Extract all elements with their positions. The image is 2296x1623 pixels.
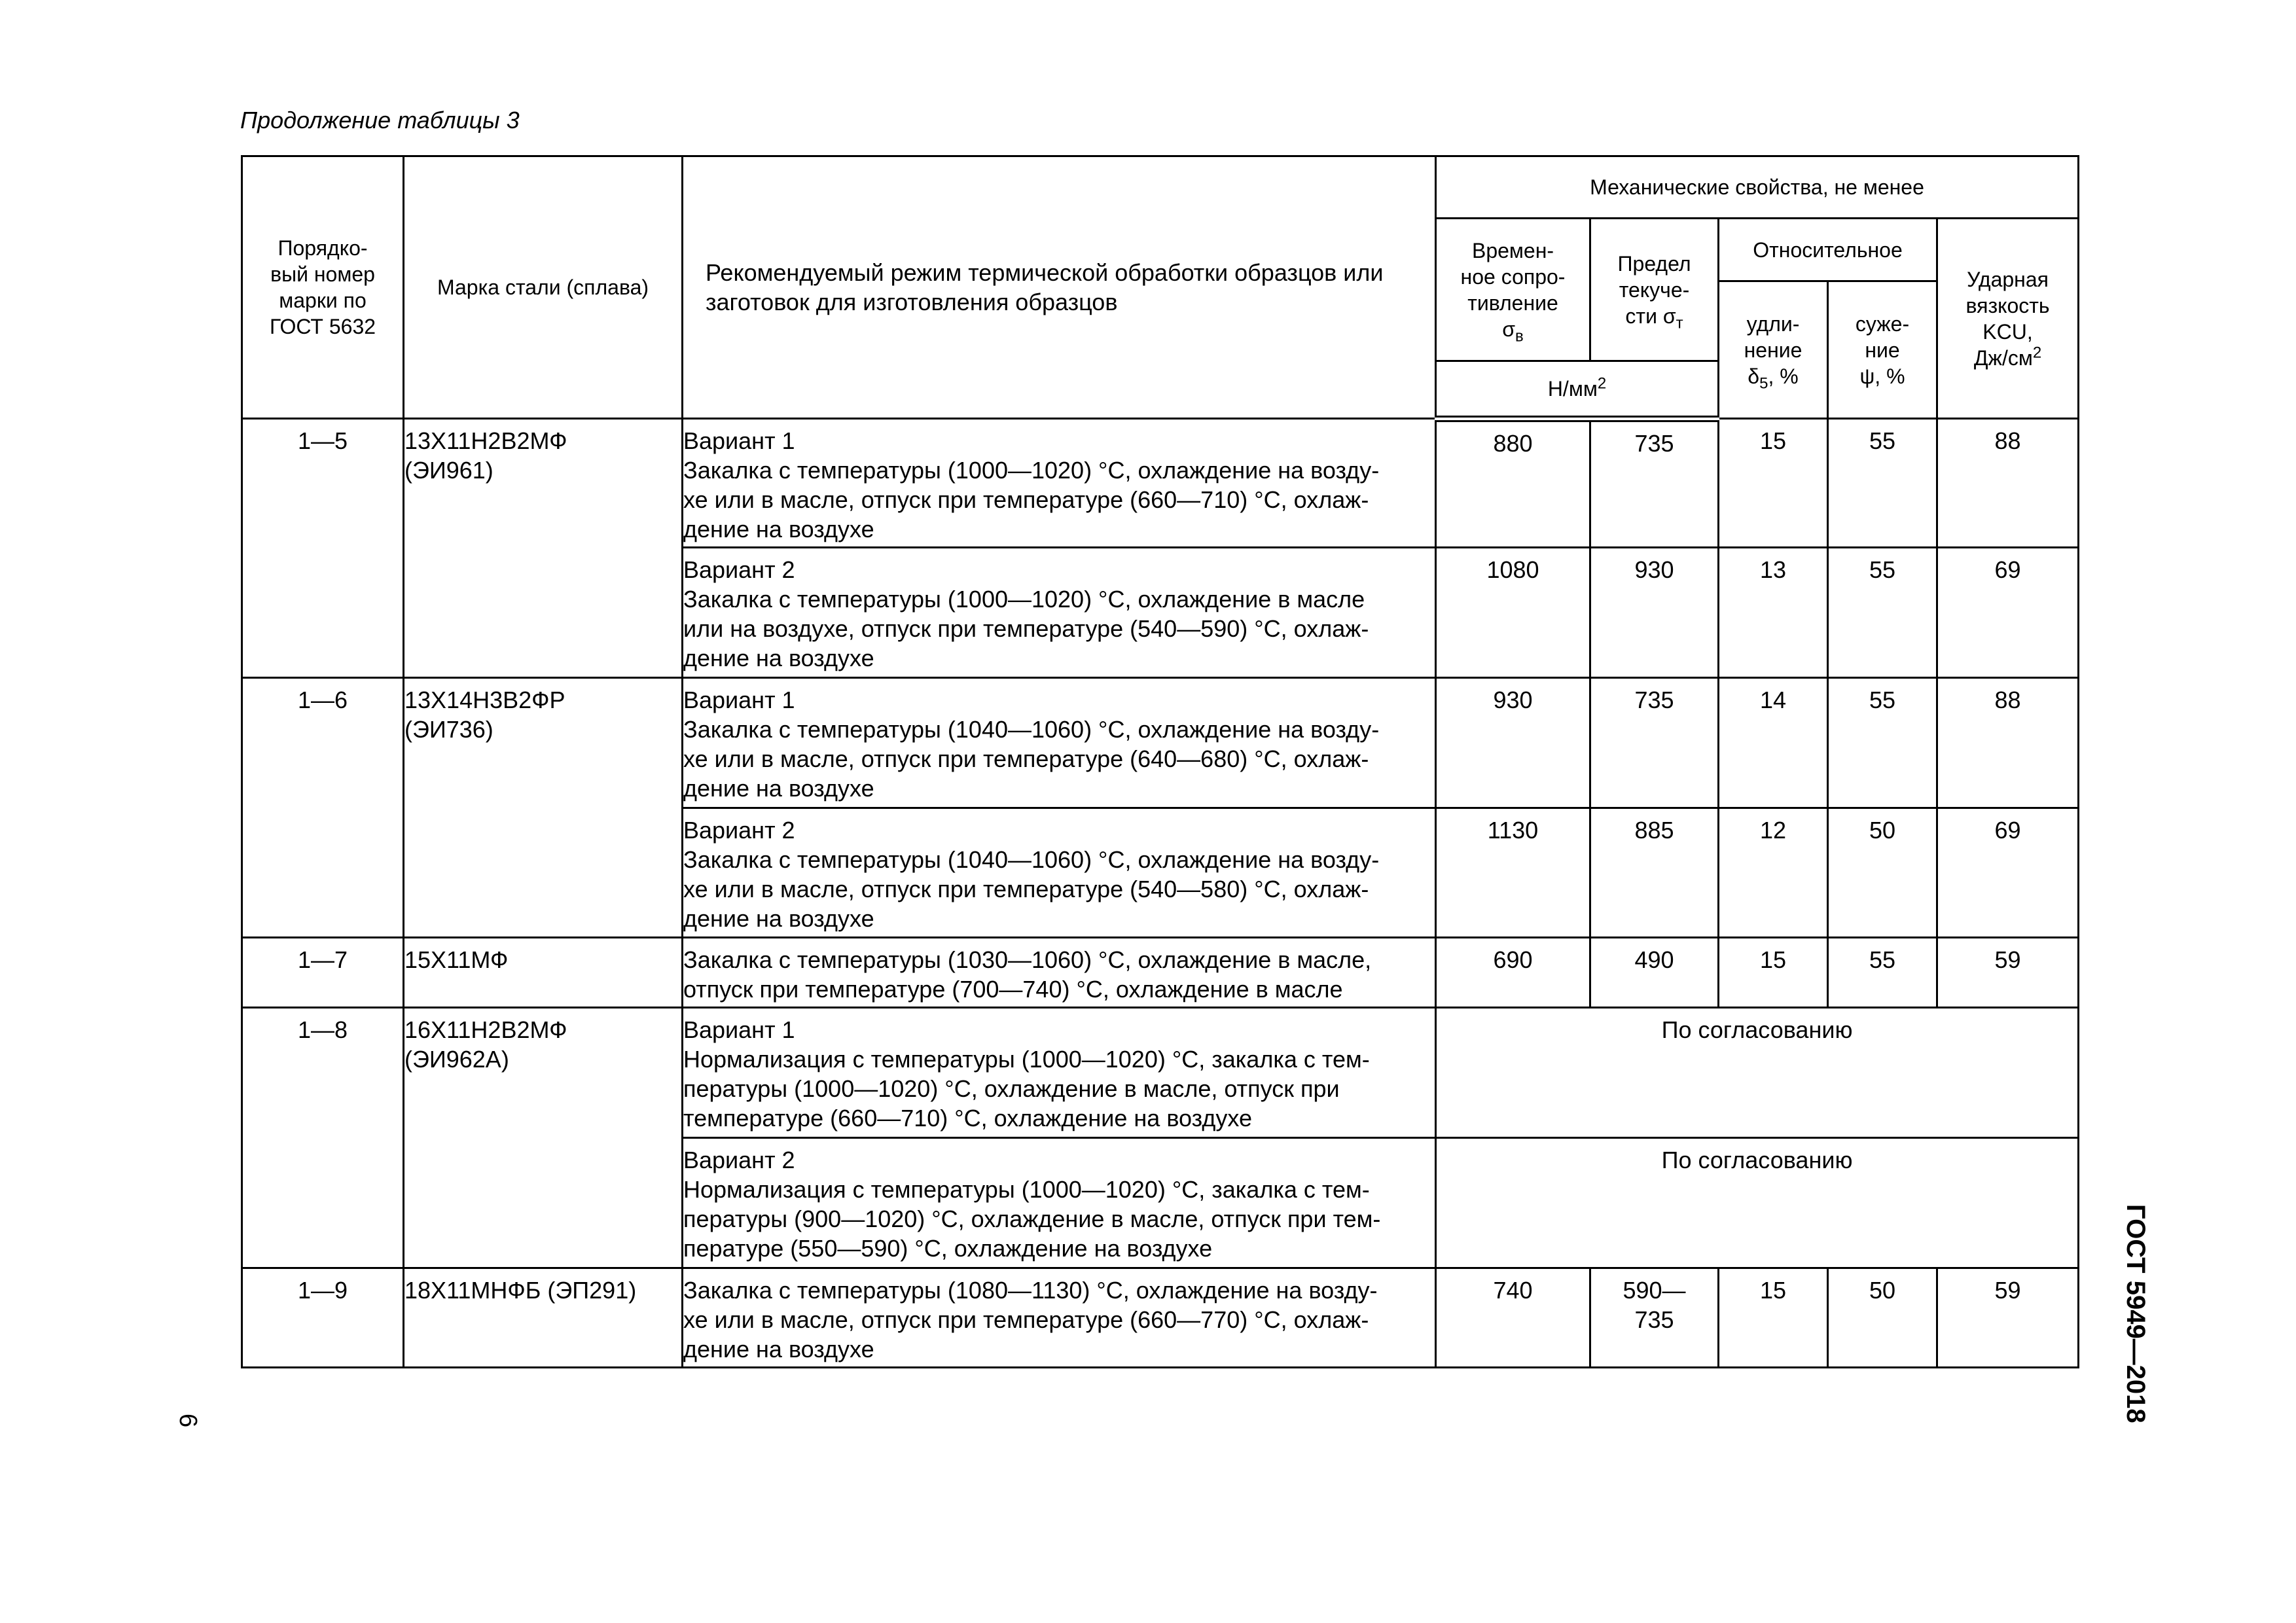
treatment-line: отпуск при температуре (700—740) °С, охлаждение в масле — [683, 976, 1343, 1003]
yield-symbol: σ — [1662, 304, 1676, 328]
header-number: Порядко- вый номер марки по ГОСТ 5632 — [242, 156, 404, 419]
grade-name: 15Х11МФ — [404, 938, 683, 1008]
properties-by-agreement: По согласованию — [1436, 1008, 2079, 1138]
table-row — [242, 419, 2079, 548]
narrowing-value: 50 — [1828, 1268, 1937, 1368]
yield-value: 590— 735 — [1590, 1268, 1719, 1368]
treatment-line: Закалка с температуры (1080—1130) °С, охлаждение на возду- — [683, 1277, 1378, 1304]
elongation-value: 14 — [1719, 678, 1828, 808]
variant-label: Вариант 1 — [683, 1016, 795, 1043]
header-impact-toughness — [1937, 219, 2079, 419]
yield-value: 885 — [1590, 808, 1719, 938]
yield-label: Предел текуче- сти — [1617, 251, 1691, 328]
page-number: 6 — [174, 1414, 202, 1428]
table-row — [242, 938, 2079, 1008]
narrowing-value: 55 — [1828, 419, 1937, 548]
header-relative: Относительное — [1719, 219, 1937, 281]
header-yield-strength — [1590, 219, 1719, 361]
variant-label: Вариант 2 — [683, 817, 795, 844]
elongation-unit: , % — [1768, 364, 1799, 388]
grade-number: 1—9 — [242, 1268, 404, 1368]
header-elongation — [1719, 281, 1828, 419]
treatment-line: Закалка с температуры (1040—1060) °С, охлаждение на возду- — [683, 716, 1380, 743]
treatment-line: Закалка с температуры (1000—1020) °С, охлаждение на возду- — [683, 457, 1380, 484]
treatment-cell — [683, 548, 1436, 678]
document-designation: ГОСТ 5949—2018 — [2121, 1204, 2150, 1423]
treatment-line: или на воздухе, отпуск при температуре (540—590) °С, охлаж- — [683, 615, 1369, 642]
tensile-value: 880 — [1436, 419, 1590, 548]
impact-value: 59 — [1937, 938, 2079, 1008]
grade-name: 13Х11Н2В2МФ (ЭИ961) — [404, 419, 683, 678]
grade-name: 13Х14Н3В2ФР (ЭИ736) — [404, 678, 683, 938]
treatment-line: хе или в масле, отпуск при температуре (640—680) °С, охлаж- — [683, 745, 1369, 772]
tensile-subscript: в — [1515, 327, 1524, 345]
impact-value: 69 — [1937, 808, 2079, 938]
treatment-line: пературе (550—590) °С, охлаждение на воздухе — [683, 1235, 1213, 1262]
tensile-value: 1130 — [1436, 808, 1590, 938]
treatment-line: хе или в масле, отпуск при температуре (660—710) °С, охлаж- — [683, 486, 1369, 513]
table-caption: Продолжение таблицы 3 — [240, 107, 520, 134]
treatment-cell — [683, 1268, 1436, 1368]
table-header — [242, 156, 2079, 419]
table-row — [242, 678, 2079, 808]
grade-number: 1—5 — [242, 419, 404, 678]
elongation-value: 15 — [1719, 419, 1828, 548]
tensile-value: 740 — [1436, 1268, 1590, 1368]
treatment-line: дение на воздухе — [683, 905, 874, 932]
tensile-value: 1080 — [1436, 548, 1590, 678]
grade-number: 1—6 — [242, 678, 404, 938]
impact-value: 59 — [1937, 1268, 2079, 1368]
yield-subscript: т — [1676, 313, 1683, 332]
tensile-label: Времен- ное сопро- тивление — [1460, 238, 1566, 315]
treatment-line: температуре (660—710) °С, охлаждение на воздухе — [683, 1105, 1253, 1132]
treatment-line: дение на воздухе — [683, 516, 874, 543]
narrowing-value: 55 — [1828, 938, 1937, 1008]
header-stress-unit — [1436, 361, 1719, 419]
yield-value: 735 — [1590, 678, 1719, 808]
treatment-cell — [683, 419, 1436, 548]
elongation-value: 13 — [1719, 548, 1828, 678]
header-mode: Рекомендуемый режим термической обработки образцов или заготовок для изготовления образцов — [683, 156, 1436, 419]
grade-number: 1—7 — [242, 938, 404, 1008]
treatment-line: дение на воздухе — [683, 1336, 874, 1363]
table-row — [242, 1008, 2079, 1138]
treatment-line: пературы (1000—1020) °С, охлаждение в масле, отпуск при — [683, 1075, 1340, 1102]
treatment-cell — [683, 1138, 1436, 1268]
treatment-line: дение на воздухе — [683, 775, 874, 802]
properties-by-agreement: По согласованию — [1436, 1138, 2079, 1268]
elongation-value: 12 — [1719, 808, 1828, 938]
impact-value: 69 — [1937, 548, 2079, 678]
variant-label: Вариант 2 — [683, 556, 795, 583]
narrowing-value: 50 — [1828, 808, 1937, 938]
grade-name: 18Х11МНФБ (ЭП291) — [404, 1268, 683, 1368]
treatment-line: дение на воздухе — [683, 645, 874, 671]
treatment-cell — [683, 938, 1436, 1008]
steel-properties-table — [241, 155, 2079, 1368]
narrowing-value: 55 — [1828, 678, 1937, 808]
treatment-line: Нормализация с температуры (1000—1020) °С, закалка с тем- — [683, 1176, 1370, 1203]
treatment-cell — [683, 1008, 1436, 1138]
treatment-line: пературы (900—1020) °С, охлаждение в масле, отпуск при тем- — [683, 1205, 1381, 1232]
treatment-line: Закалка с температуры (1030—1060) °С, охлаждение в масле, — [683, 946, 1372, 973]
treatment-line: Закалка с температуры (1000—1020) °С, охлаждение в масле — [683, 586, 1365, 613]
narrowing-value: 55 — [1828, 548, 1937, 678]
elongation-value: 15 — [1719, 1268, 1828, 1368]
treatment-cell — [683, 808, 1436, 938]
treatment-line: хе или в масле, отпуск при температуре (540—580) °С, охлаж- — [683, 876, 1369, 902]
narrowing-unit: ψ, % — [1859, 364, 1905, 388]
elongation-subscript: 5 — [1759, 374, 1768, 392]
treatment-line: хе или в масле, отпуск при температуре (660—770) °С, охлаж- — [683, 1306, 1369, 1333]
impact-value: 88 — [1937, 419, 2079, 548]
yield-value: 490 — [1590, 938, 1719, 1008]
elongation-value: 15 — [1719, 938, 1828, 1008]
tensile-symbol: σ — [1502, 317, 1515, 341]
treatment-cell — [683, 678, 1436, 808]
table-body — [242, 419, 2079, 1368]
impact-label: Ударная вязкость KCU, Дж/см — [1965, 267, 2050, 370]
treatment-line: Нормализация с температуры (1000—1020) °С, закалка с тем- — [683, 1046, 1370, 1073]
tensile-value: 690 — [1436, 938, 1590, 1008]
treatment-line: Закалка с температуры (1040—1060) °С, охлаждение на возду- — [683, 846, 1380, 873]
yield-value: 735 — [1590, 419, 1719, 548]
stress-unit: Н/мм — [1547, 376, 1598, 401]
header-grade: Марка стали (сплава) — [404, 156, 683, 419]
header-narrowing — [1828, 281, 1937, 419]
header-mechanical-properties: Механические свойства, не менее — [1436, 156, 2079, 219]
header-tensile-strength — [1436, 219, 1590, 361]
variant-label: Вариант 1 — [683, 687, 795, 713]
variant-label: Вариант 2 — [683, 1147, 795, 1173]
grade-number: 1—8 — [242, 1008, 404, 1268]
impact-superscript: 2 — [2032, 343, 2042, 361]
stress-unit-superscript: 2 — [1597, 374, 1607, 393]
narrowing-label: суже- ние — [1855, 312, 1910, 362]
table-row — [242, 1268, 2079, 1368]
elongation-label: удли- нение — [1744, 312, 1803, 362]
elongation-symbol: δ — [1748, 364, 1760, 388]
impact-value: 88 — [1937, 678, 2079, 808]
yield-value: 930 — [1590, 548, 1719, 678]
tensile-value: 930 — [1436, 678, 1590, 808]
grade-name: 16Х11Н2В2МФ (ЭИ962А) — [404, 1008, 683, 1268]
variant-label: Вариант 1 — [683, 427, 795, 454]
